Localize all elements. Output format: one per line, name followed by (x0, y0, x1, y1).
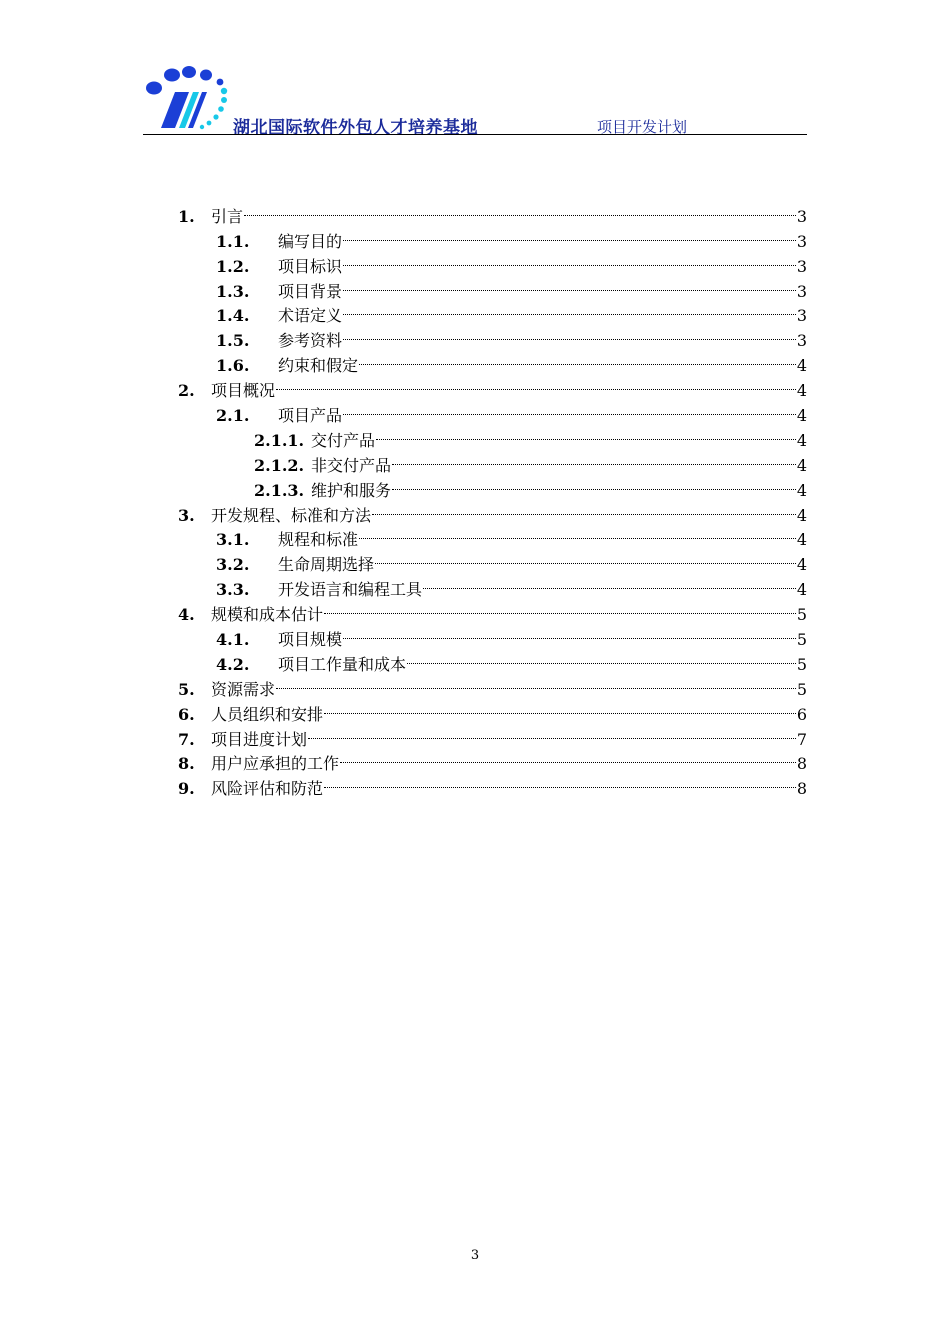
toc-entry-page: 4 (796, 580, 807, 600)
toc-entry-title: 开发语言和编程工具 (278, 580, 423, 600)
toc-dot-leader (343, 297, 796, 322)
toc-entry-page: 3 (796, 306, 807, 326)
toc-entry-title: 术语定义 (278, 306, 343, 326)
toc-dot-leader (343, 222, 796, 247)
toc-entry-page: 5 (796, 679, 807, 699)
toc-entry-number: 3.1. (216, 530, 250, 550)
toc-entry-number: 7. (178, 729, 195, 749)
toc-dot-leader (359, 521, 796, 546)
toc-entry-title: 参考资料 (278, 331, 343, 351)
toc-dot-leader (375, 545, 796, 570)
toc-entry-page: 8 (796, 779, 807, 799)
toc-entry-number: 1.4. (216, 306, 250, 326)
toc-entry-number: 3. (178, 505, 195, 525)
toc-entry-page: 3 (796, 206, 807, 226)
toc-entry-title: 项目进度计划 (211, 729, 308, 749)
toc-entry-page: 4 (796, 505, 807, 525)
toc-entry-number: 2.1.2. (254, 455, 305, 475)
toc-dot-leader (343, 247, 796, 272)
toc-entry-title: 引言 (211, 206, 244, 226)
toc-entry-number: 1. (178, 206, 195, 226)
toc-entry-page: 4 (796, 555, 807, 575)
toc-entry-page: 7 (796, 729, 807, 749)
toc-entry-title: 项目产品 (278, 406, 343, 426)
toc-entry[interactable] (178, 545, 807, 575)
toc-entry[interactable] (178, 247, 807, 276)
toc-entry[interactable] (178, 695, 807, 724)
toc-entry[interactable] (178, 197, 807, 226)
toc-entry[interactable] (178, 521, 807, 550)
toc-dot-leader (276, 371, 796, 396)
toc-dot-leader (324, 595, 796, 620)
toc-entry-number: 2.1.3. (254, 480, 305, 500)
toc-entry-number: 3.3. (216, 580, 250, 600)
toc-entry[interactable] (178, 272, 807, 301)
header-divider (143, 134, 807, 135)
toc-entry-number: 2.1. (216, 406, 250, 426)
toc-entry-page: 5 (796, 630, 807, 650)
toc-entry-title: 项目规模 (278, 630, 343, 650)
toc-dot-leader (392, 471, 796, 496)
toc-entry-page: 4 (796, 356, 807, 376)
toc-entry[interactable] (178, 396, 807, 426)
toc-entry-page: 4 (796, 480, 807, 500)
page-number: 3 (470, 1248, 480, 1263)
page-header (143, 66, 807, 138)
toc-entry-page: 6 (796, 704, 807, 724)
toc-entry[interactable] (178, 446, 807, 475)
toc-entry-title: 规模和成本估计 (211, 605, 324, 625)
toc-dot-leader (392, 446, 796, 471)
toc-entry-title: 非交付产品 (311, 455, 392, 475)
toc-entry-number: 2. (178, 381, 195, 401)
toc-dot-leader (276, 670, 796, 695)
toc-entry[interactable] (178, 620, 807, 650)
toc-dot-leader (343, 620, 796, 645)
toc-entry-number: 6. (178, 704, 195, 724)
toc-entry[interactable] (178, 321, 807, 351)
toc-entry-title: 约束和假定 (278, 356, 359, 376)
toc-entry-page: 4 (796, 430, 807, 450)
toc-entry-page: 3 (796, 331, 807, 351)
toc-dot-leader (376, 421, 796, 446)
toc-entry-number: 8. (178, 754, 195, 774)
toc-entry-title: 规程和标准 (278, 530, 359, 550)
toc-entry-page: 3 (796, 231, 807, 251)
toc-entry-number: 1.6. (216, 356, 250, 376)
toc-entry-number: 5. (178, 679, 195, 699)
toc-entry-title: 人员组织和安排 (211, 704, 324, 724)
toc-entry-page: 4 (796, 406, 807, 426)
toc-entry-page: 8 (796, 754, 807, 774)
toc-dot-leader (324, 695, 796, 720)
toc-entry-title: 开发规程、标准和方法 (211, 505, 372, 525)
toc-entry[interactable] (178, 346, 807, 376)
table-of-contents (178, 197, 807, 799)
toc-entry-number: 2.1.1. (254, 430, 305, 450)
toc-entry-number: 1.1. (216, 231, 250, 251)
toc-entry-page: 4 (796, 381, 807, 401)
organization-logo-icon (143, 66, 233, 130)
toc-entry-title: 编写目的 (278, 231, 343, 251)
toc-entry-title: 资源需求 (211, 679, 276, 699)
toc-entry-title: 项目标识 (278, 256, 343, 276)
toc-entry-number: 1.3. (216, 281, 250, 301)
toc-entry-title: 风险评估和防范 (211, 779, 324, 799)
toc-dot-leader (423, 570, 796, 595)
toc-entry[interactable] (178, 421, 807, 450)
toc-dot-leader (343, 272, 796, 297)
toc-entry[interactable] (178, 222, 807, 251)
toc-dot-leader (359, 346, 796, 371)
toc-entry-page: 4 (796, 455, 807, 475)
toc-dot-leader (340, 745, 796, 770)
toc-entry-title: 项目概况 (211, 381, 276, 401)
toc-entry-page: 3 (796, 281, 807, 301)
toc-entry-title: 项目背景 (278, 281, 343, 301)
toc-dot-leader (244, 197, 796, 222)
toc-dot-leader (343, 321, 796, 346)
toc-entry[interactable] (178, 769, 807, 799)
toc-entry-title: 项目工作量和成本 (278, 654, 407, 674)
toc-entry-title: 维护和服务 (311, 480, 392, 500)
toc-entry-title: 用户应承担的工作 (211, 754, 340, 774)
toc-dot-leader (372, 496, 796, 521)
toc-entry-number: 1.5. (216, 331, 250, 351)
toc-entry[interactable] (178, 670, 807, 699)
toc-entry-title: 交付产品 (311, 430, 376, 450)
toc-entry[interactable] (178, 471, 807, 500)
toc-entry[interactable] (178, 297, 807, 326)
toc-entry-number: 9. (178, 779, 195, 799)
toc-entry-page: 4 (796, 530, 807, 550)
toc-entry[interactable] (178, 745, 807, 774)
toc-entry[interactable] (178, 720, 807, 749)
toc-entry[interactable] (178, 570, 807, 600)
organization-name: 湖北国际软件外包人才培养基地 (233, 118, 478, 138)
toc-entry-number: 4.1. (216, 630, 250, 650)
toc-entry-page: 5 (796, 654, 807, 674)
toc-dot-leader (407, 645, 796, 670)
toc-entry-page: 5 (796, 605, 807, 625)
toc-entry-number: 3.2. (216, 555, 250, 575)
toc-entry[interactable] (178, 496, 807, 525)
toc-entry[interactable] (178, 645, 807, 674)
toc-entry-page: 3 (796, 256, 807, 276)
toc-entry-number: 4.2. (216, 654, 250, 674)
document-title: 项目开发计划 (597, 118, 688, 136)
toc-dot-leader (343, 396, 796, 421)
toc-entry[interactable] (178, 371, 807, 401)
toc-entry-title: 生命周期选择 (278, 555, 375, 575)
toc-dot-leader (308, 720, 796, 745)
toc-entry[interactable] (178, 595, 807, 625)
toc-dot-leader (324, 769, 796, 794)
toc-entry-number: 1.2. (216, 256, 250, 276)
toc-entry-number: 4. (178, 605, 195, 625)
